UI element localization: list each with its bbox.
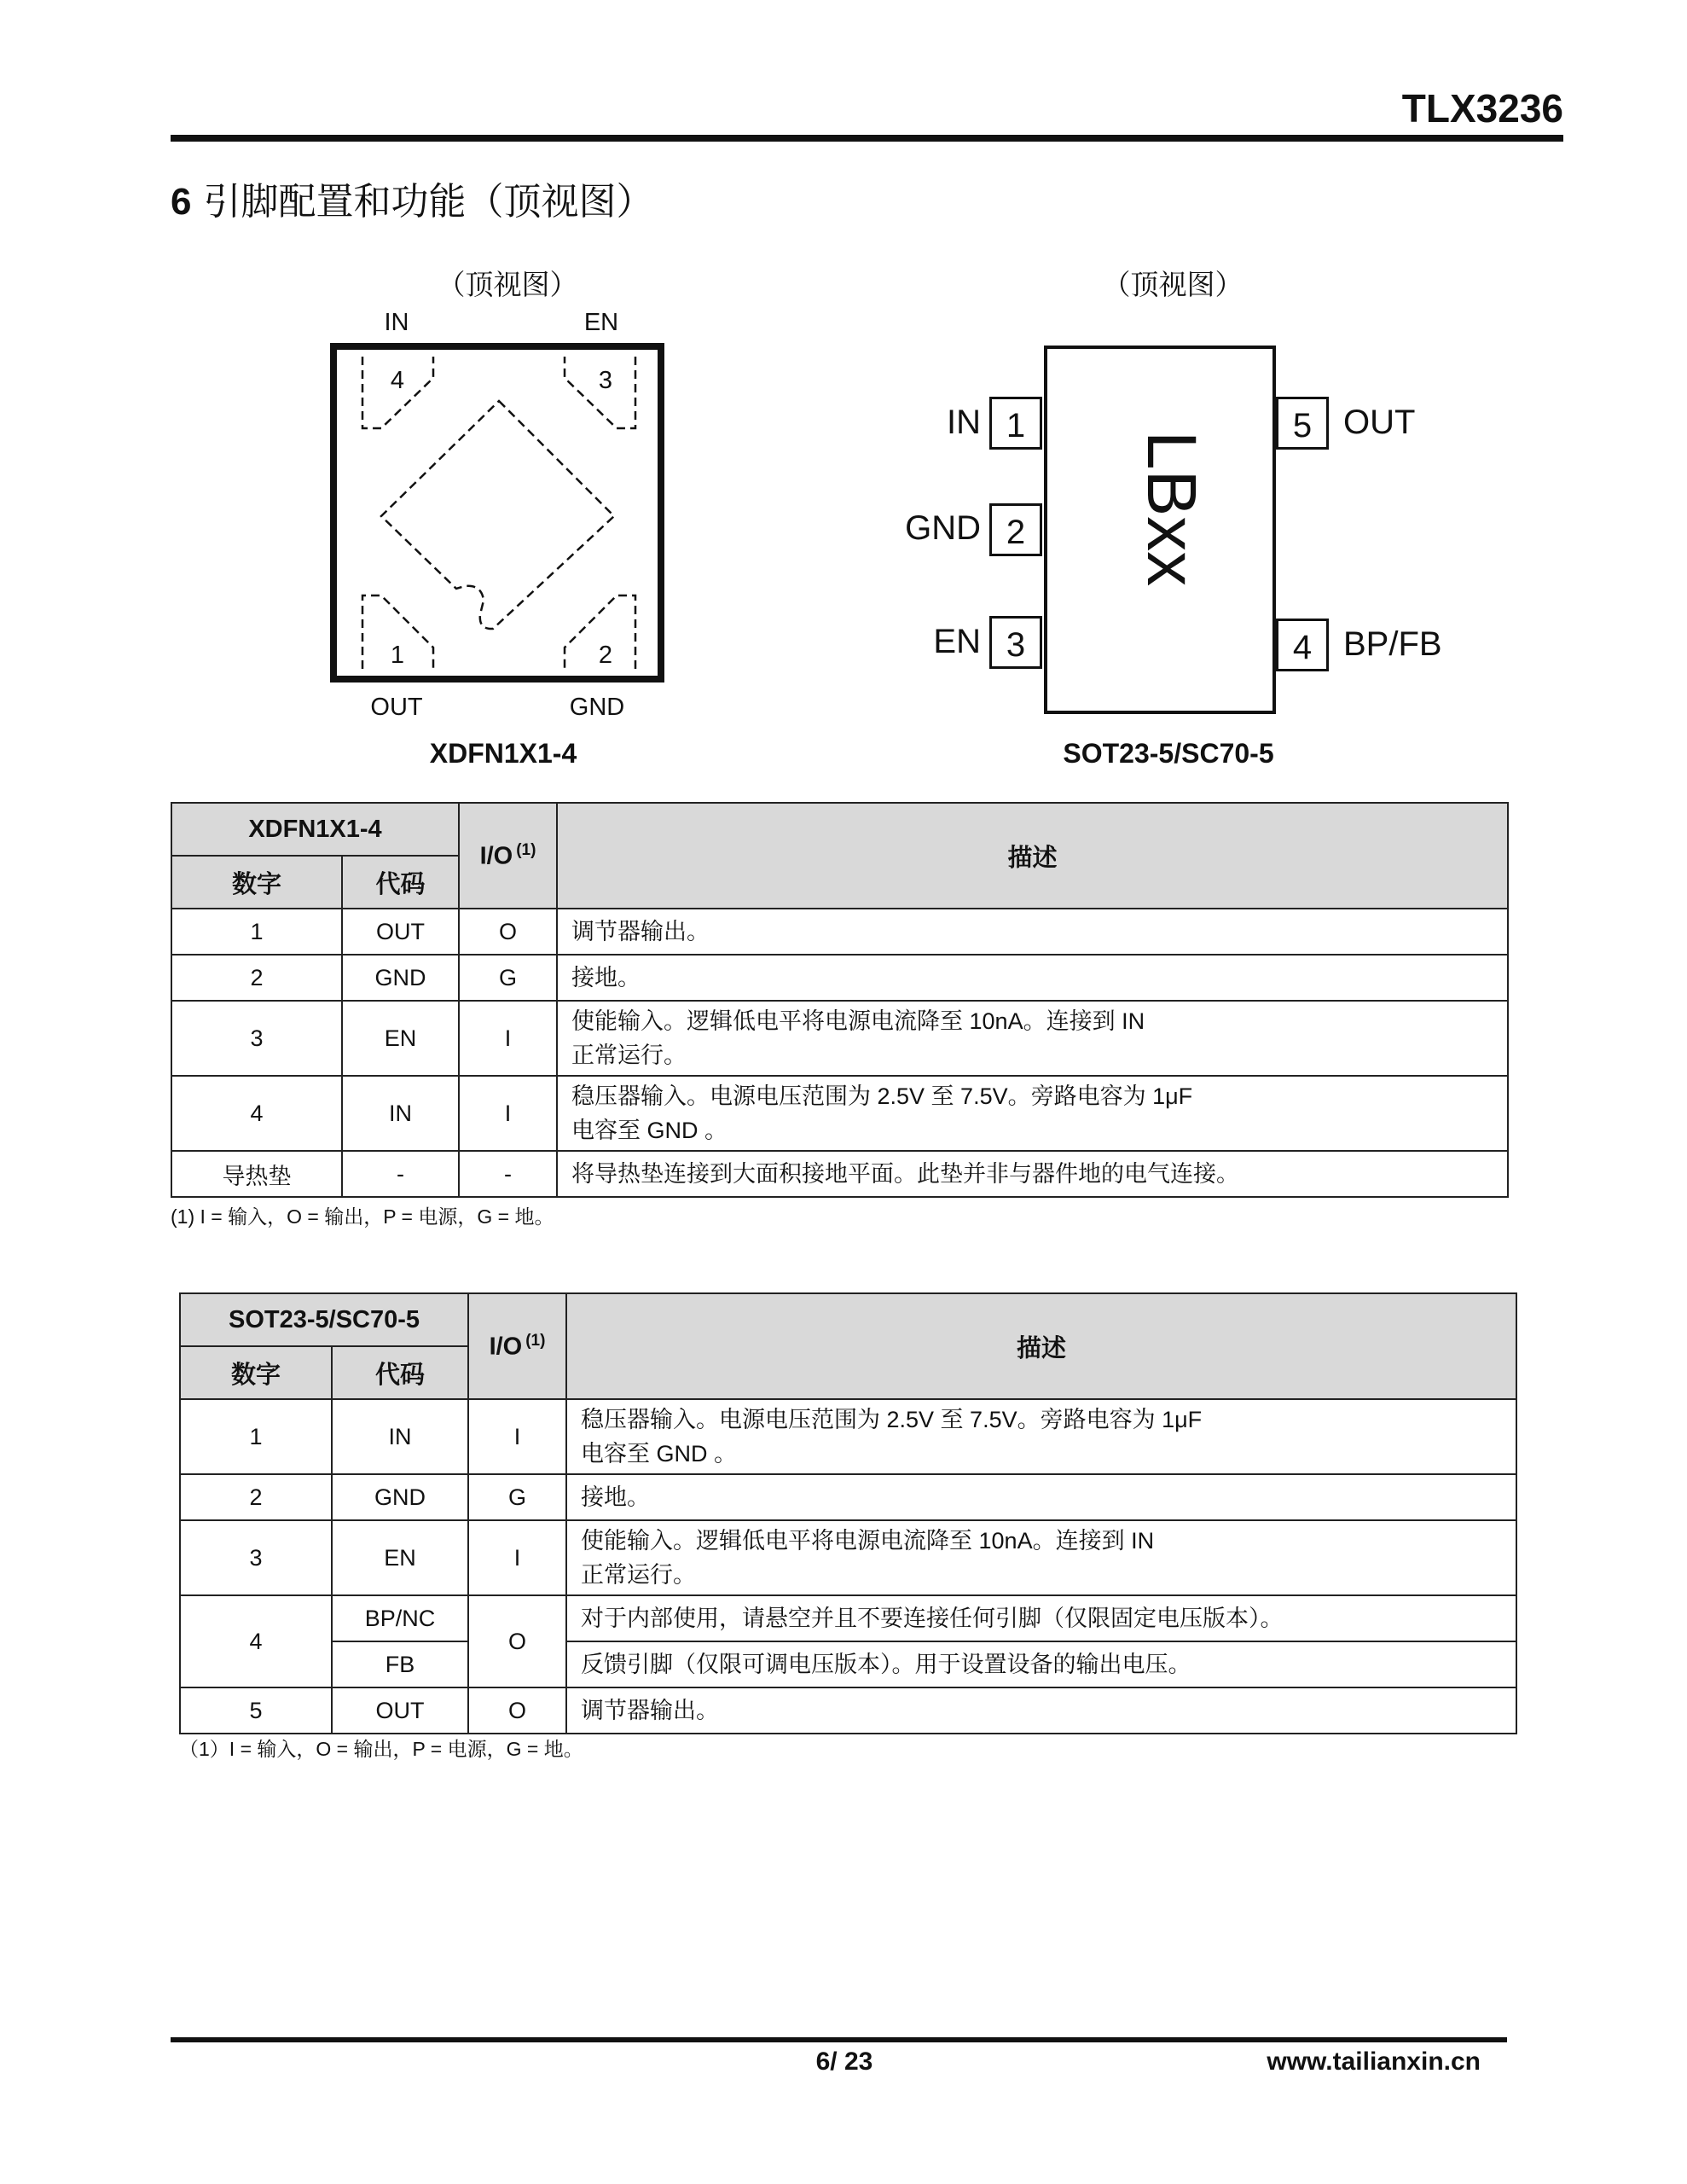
package-marking: LBxx bbox=[1133, 431, 1210, 587]
pin-box-1: 1 bbox=[989, 397, 1042, 450]
cell-number: 3 bbox=[171, 1001, 342, 1076]
left-bottom-pin-gnd: GND bbox=[569, 694, 625, 721]
pin-box-5: 5 bbox=[1276, 397, 1329, 450]
cell-description: 对于内部使用，请悬空并且不要连接任何引脚（仅限固定电压版本）。 bbox=[566, 1595, 1516, 1641]
pin-label-out: OUT bbox=[1343, 404, 1416, 441]
cell-description bbox=[566, 1399, 1516, 1474]
cell-number: 1 bbox=[171, 909, 342, 955]
cell-description: 接地。 bbox=[557, 955, 1508, 1001]
pin-label-in: IN bbox=[947, 404, 981, 441]
table-row bbox=[171, 955, 1508, 1001]
table-row bbox=[180, 1474, 1516, 1520]
left-bottom-pin-out: OUT bbox=[370, 694, 423, 721]
table-row bbox=[171, 909, 1508, 955]
io-footnote-mark: (1) bbox=[516, 840, 536, 859]
cell-code: FB bbox=[332, 1641, 468, 1687]
cell-number: 4 bbox=[180, 1595, 332, 1687]
cell-number: 2 bbox=[171, 955, 342, 1001]
table-header-number: 数字 bbox=[171, 856, 342, 909]
pin-label-en: EN bbox=[933, 623, 981, 660]
cell-code: BP/NC bbox=[332, 1595, 468, 1641]
left-view-label: （顶视图） bbox=[437, 269, 578, 300]
cell-io: G bbox=[468, 1474, 566, 1520]
cell-code: GND bbox=[342, 955, 459, 1001]
section-heading bbox=[171, 171, 653, 225]
cell-io: I bbox=[459, 1001, 557, 1076]
xdfn-pin-table bbox=[171, 802, 1509, 1198]
pin-label-bp-fb: BP/FB bbox=[1343, 625, 1442, 663]
table-header-code: 代码 bbox=[342, 856, 459, 909]
cell-io: I bbox=[459, 1076, 557, 1151]
section-title: 引脚配置和功能（顶视图） bbox=[203, 181, 654, 223]
cell-code: EN bbox=[342, 1001, 459, 1076]
cell-io: I bbox=[468, 1520, 566, 1595]
desc-line-1: 稳压器输入。电源电压范围为 2.5V 至 7.5V。旁路电容为 1μF bbox=[571, 1083, 1193, 1109]
cell-description: 将导热垫连接到大面积接地平面。此垫并非与器件地的电气连接。 bbox=[557, 1151, 1508, 1197]
pad-number-4: 4 bbox=[390, 367, 405, 394]
cell-description bbox=[557, 1076, 1508, 1151]
left-top-pin-in: IN bbox=[384, 309, 409, 336]
table-header-package: XDFN1X1-4 bbox=[171, 803, 459, 856]
xdfn-package-outline bbox=[328, 341, 670, 687]
left-package-name: XDFN1X1-4 bbox=[429, 738, 577, 769]
cell-number: 4 bbox=[171, 1076, 342, 1151]
cell-number: 2 bbox=[180, 1474, 332, 1520]
header-rule bbox=[171, 135, 1563, 142]
pin-box-4: 4 bbox=[1276, 619, 1329, 671]
table-header-io bbox=[468, 1293, 566, 1399]
cell-io: O bbox=[468, 1687, 566, 1734]
cell-description: 接地。 bbox=[566, 1474, 1516, 1520]
cell-description: 调节器输出。 bbox=[566, 1687, 1516, 1734]
table1-footnote: (1) I = 输入，O = 输出，P = 电源，G = 地。 bbox=[171, 1205, 554, 1228]
cell-code: OUT bbox=[332, 1687, 468, 1734]
pad-number-3: 3 bbox=[598, 367, 613, 394]
table-header-description: 描述 bbox=[566, 1293, 1516, 1399]
desc-line-2: 电容至 GND 。 bbox=[571, 1118, 728, 1143]
footer-rule bbox=[171, 2037, 1507, 2042]
cell-description bbox=[557, 1001, 1508, 1076]
cell-code: IN bbox=[342, 1076, 459, 1151]
cell-code: - bbox=[342, 1151, 459, 1197]
pin-box-2: 2 bbox=[989, 503, 1042, 556]
desc-line-2: 电容至 GND 。 bbox=[581, 1441, 738, 1467]
cell-code: IN bbox=[332, 1399, 468, 1474]
io-header-text: I/O bbox=[489, 1333, 523, 1361]
desc-line-1: 使能输入。逻辑低电平将电源电流降至 10nA。连接到 IN bbox=[571, 1008, 1145, 1034]
cell-code: GND bbox=[332, 1474, 468, 1520]
desc-line-1: 稳压器输入。电源电压范围为 2.5V 至 7.5V。旁路电容为 1μF bbox=[581, 1407, 1203, 1432]
table-row bbox=[180, 1595, 1516, 1641]
cell-io: G bbox=[459, 955, 557, 1001]
table-row bbox=[180, 1687, 1516, 1734]
table-row bbox=[171, 1001, 1508, 1076]
table-header-package: SOT23-5/SC70-5 bbox=[180, 1293, 468, 1346]
cell-io: O bbox=[459, 909, 557, 955]
table-header-description: 描述 bbox=[557, 803, 1508, 909]
left-top-pin-en: EN bbox=[583, 309, 619, 336]
cell-code: OUT bbox=[342, 909, 459, 955]
pin-label-gnd: GND bbox=[905, 509, 981, 547]
cell-number: 3 bbox=[180, 1520, 332, 1595]
io-footnote-mark: (1) bbox=[525, 1331, 546, 1350]
cell-io: - bbox=[459, 1151, 557, 1197]
package-body bbox=[333, 346, 661, 679]
cell-description: 调节器输出。 bbox=[557, 909, 1508, 955]
cell-code: EN bbox=[332, 1520, 468, 1595]
io-header-text: I/O bbox=[479, 842, 513, 870]
pin-box-3: 3 bbox=[989, 616, 1042, 669]
cell-io: O bbox=[468, 1595, 566, 1687]
right-package-name: SOT23-5/SC70-5 bbox=[1063, 738, 1274, 769]
cell-number: 5 bbox=[180, 1687, 332, 1734]
right-view-label: （顶视图） bbox=[1102, 269, 1244, 300]
table-row bbox=[171, 1076, 1508, 1151]
cell-number: 导热垫 bbox=[171, 1151, 342, 1197]
table-row bbox=[180, 1520, 1516, 1595]
table2-footnote: （1）I = 输入，O = 输出，P = 电源，G = 地。 bbox=[179, 1738, 583, 1760]
sot23-pin-table bbox=[179, 1292, 1517, 1734]
document-title: TLX3236 bbox=[1401, 86, 1563, 131]
table-header-io bbox=[459, 803, 557, 909]
cell-io: I bbox=[468, 1399, 566, 1474]
thermal-pad-outline bbox=[381, 401, 614, 629]
cell-description bbox=[566, 1520, 1516, 1595]
table-header-code: 代码 bbox=[332, 1346, 468, 1399]
pad-number-2: 2 bbox=[598, 642, 613, 669]
website-link[interactable]: www.tailianxin.cn bbox=[1267, 2048, 1481, 2076]
desc-line-2: 正常运行。 bbox=[571, 1043, 687, 1068]
table-row bbox=[180, 1399, 1516, 1474]
page-number: 6/ 23 bbox=[815, 2048, 873, 2076]
pad-number-1: 1 bbox=[390, 642, 405, 669]
desc-line-1: 使能输入。逻辑低电平将电源电流降至 10nA。连接到 IN bbox=[581, 1528, 1155, 1554]
section-number: 6 bbox=[171, 181, 192, 223]
cell-number: 1 bbox=[180, 1399, 332, 1474]
table-row bbox=[180, 1641, 1516, 1687]
table-row bbox=[171, 1151, 1508, 1197]
cell-description: 反馈引脚（仅限可调电压版本）。用于设置设备的输出电压。 bbox=[566, 1641, 1516, 1687]
desc-line-2: 正常运行。 bbox=[581, 1562, 697, 1588]
table-header-number: 数字 bbox=[180, 1346, 332, 1399]
